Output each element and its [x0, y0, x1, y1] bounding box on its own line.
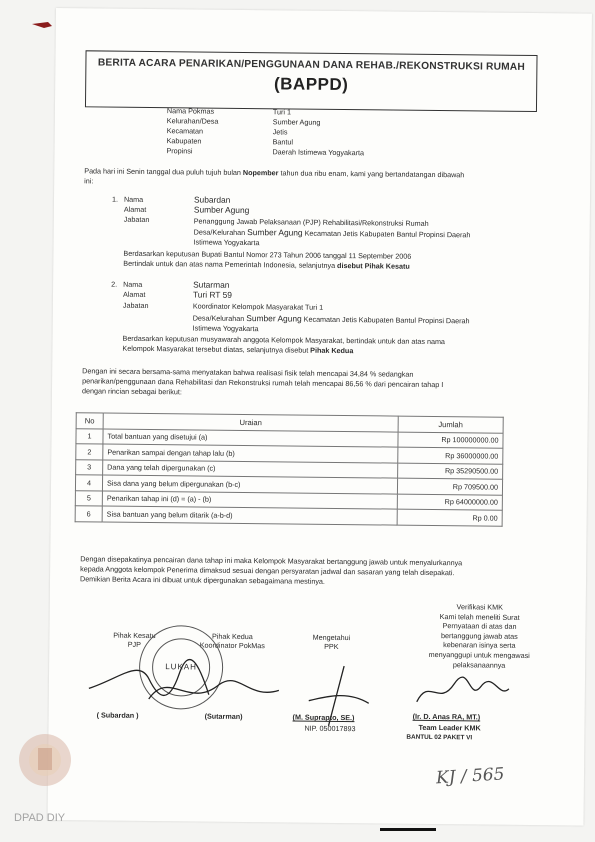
value-kecamatan: Jetis	[272, 127, 288, 137]
party2-jabatan-1: Koordinator Kelompok Masyarakat Turi 1	[192, 301, 324, 312]
verification-line: kebenaran isinya serta	[443, 640, 516, 651]
sig-name-kmk: (Ir. D. Anas RA, MT.)	[412, 711, 481, 722]
col-uraian: Uraian	[103, 413, 398, 432]
statement-paragraph	[82, 366, 560, 400]
handwritten-note: KJ / 565	[435, 764, 506, 789]
document-subtitle: (BAPPD)	[273, 74, 349, 95]
label-kelurahan: Kelurahan/Desa	[166, 116, 219, 126]
document-title: BERITA ACARA PENARIKAN/PENGGUNAAN DANA REHAB./REKONSTRUKSI RUMAH	[97, 57, 526, 73]
sig-pihak-kesatu-role: PJP	[127, 639, 141, 649]
table-row: 5 Penarikan tahap ini (d) = (a) - (b) Rp 64000000.00	[75, 490, 502, 510]
label-nama-pokmas: Nama Pokmas	[166, 106, 215, 116]
signature-kmk	[409, 672, 519, 713]
sig-pihak-kesatu-label: Pihak Kesatu	[113, 630, 156, 641]
statement-line-3: dengan rincian sebagai berikut:	[81, 385, 182, 396]
table-row: 4 Sisa dana yang belum dipergunakan (b-c) Rp 709500.00	[75, 475, 502, 495]
closing-paragraph	[80, 554, 560, 590]
party1-label-nama: Nama	[123, 194, 144, 204]
closing-line-2: kepada Anggota kelompok Penerima dimaksud sesuai dengan persyaratan jadwal dan sasaran yang telah disepakati.	[80, 564, 455, 578]
party1-jabatan-1: Penanggung Jawab Pelaksanaan (PJP) Rehabilitasi/Rekonstruksi Rumah	[193, 216, 429, 228]
statement-line-1: Dengan ini secara bersama-sama menyatakan bahwa realisasi fisik telah mencapai 34,84 % sedangkan	[82, 366, 414, 379]
sig-pihak-kedua-label: Pihak Kedua	[211, 631, 253, 642]
sig-pihak-kedua-role: Koordinator PokMas	[199, 640, 265, 651]
party1-number: 1.	[111, 194, 119, 204]
party2-nama: Sutarman	[193, 279, 230, 290]
verification-line: pelaksanaannya	[452, 659, 506, 670]
sig-mengetahui-header	[301, 633, 361, 652]
party2-jabatan-2: Desa/Kelurahan Sumber Agung Kecamatan Jetis Kabupaten Bantul Propinsi Daerah	[192, 313, 470, 326]
intro-text-c: ini:	[84, 176, 94, 186]
party1-jabatan-2: Desa/Kelurahan Sumber Agung Kecamatan Jetis Kabupaten Bantul Propinsi Daerah	[193, 227, 471, 240]
dpad-emblem	[14, 726, 76, 798]
value-propinsi: Daerah Istimewa Yogyakarta	[272, 147, 365, 158]
intro-paragraph	[84, 166, 554, 191]
value-kabupaten: Bantul	[272, 137, 294, 147]
sig-mengetahui-label: Mengetahui	[312, 632, 351, 643]
sig-kmk-sub: BANTUL 02 PAKET VI	[406, 733, 473, 742]
party1-jabatan-3: Istimewa Yogyakarta	[193, 237, 260, 248]
footer-watermark: DPAD DIY	[14, 812, 66, 824]
stamp-text: LUKAH	[165, 662, 197, 672]
verification-line: Kami telah meneliti Surat	[439, 611, 520, 622]
sig-mengetahui-role: PPK	[324, 641, 339, 651]
closing-line-1: Dengan disepakatinya pencairan dana tahap ini maka Kelompok Masyarakat bertanggung jawab untuk menyalurkannya	[80, 554, 463, 568]
label-kabupaten: Kabupaten	[166, 136, 202, 146]
party1-label-alamat: Alamat	[123, 204, 147, 214]
party2-label-nama: Nama	[123, 279, 143, 289]
party2-basis-2: Kelompok Masyarakat tersebut diatas, selanjutnya disebut Pihak Kedua	[122, 343, 354, 356]
intro-month: Nopember	[242, 167, 279, 178]
col-no: No	[76, 413, 103, 429]
table-row: 3 Dana yang telah dipergunakan (c) Rp 35290500.00	[76, 459, 503, 479]
rincian-table	[75, 412, 504, 526]
title-box	[85, 50, 538, 112]
sig-name-kedua: (Sutarman)	[204, 711, 243, 721]
sig-nip-ppk: NIP. 050017893	[304, 723, 356, 734]
party1-basis-1: Berdasarkan keputusan Bupati Bantul Nomor 273 Tahun 2006 tanggal 11 September 2006	[123, 248, 412, 261]
document-page	[47, 8, 591, 826]
party2-label-jabatan: Jabatan	[122, 300, 149, 310]
table-row: 1 Total bantuan yang disetujui (a) Rp 100000000.00	[76, 428, 503, 448]
party2-number: 2.	[111, 279, 118, 289]
verification-line: bertanggung jawab atas	[441, 630, 518, 641]
table-row: 6 Sisa bantuan yang belum ditarik (a-b-d) Rp 0.00	[75, 506, 502, 526]
label-propinsi: Propinsi	[166, 146, 193, 156]
sig-kmk-title: Team Leader KMK	[418, 722, 481, 733]
table-row: 2 Penarikan sampai dengan tahap lalu (b) Rp 36000000.00	[76, 444, 503, 464]
party1-alamat: Sumber Agung	[193, 204, 250, 216]
verification-block	[419, 602, 540, 670]
statement-line-2: penarikan/penggunaan dana Rehabilitasi dan Rekonstruksi rumah telah mencapai 86,56 % dari pencairan tahap I	[82, 376, 444, 389]
intro-text-b: tahun dua ribu enam, kami yang bertandatangan dibawah	[278, 168, 465, 180]
party2-alamat: Turi RT 59	[192, 289, 233, 300]
col-jumlah: Jumlah	[398, 416, 503, 433]
label-kecamatan: Kecamatan	[166, 126, 204, 136]
verification-title: Verifikasi KMK	[456, 602, 503, 612]
value-nama-pokmas: Turi 1	[272, 107, 292, 117]
closing-line-3: Demikian Berita Acara ini dibuat untuk dipergunakan sebagaimana mestinya.	[79, 574, 325, 587]
sig-name-ppk: (M. Suprapto, SE.)	[292, 712, 355, 723]
sig-name-kesatu: ( Subardan )	[96, 710, 139, 720]
verification-line: Pernyataan di atas dan	[442, 621, 517, 632]
party2-jabatan-3: Istimewa Yogyakarta	[192, 323, 259, 334]
party1-basis-2: Bertindak untuk dan atas nama Pemerintah Indonesia, selanjutnya disebut Pihak Kesatu	[123, 258, 410, 271]
value-kelurahan: Sumber Agung	[272, 117, 321, 127]
intro-text-a: Pada hari ini Senin tanggal dua puluh tujuh bulan	[84, 166, 243, 177]
party1-label-jabatan: Jabatan	[123, 214, 150, 224]
party1-nama: Subardan	[193, 194, 231, 205]
bottom-bar	[380, 828, 436, 831]
party2-label-alamat: Alamat	[122, 289, 146, 299]
verification-line: menyanggupi untuk mengawasi	[428, 649, 530, 660]
party2-basis-1: Berdasarkan keputusan musyawarah anggota Kelompok Masyarakat, bertindak untuk dan atas nama	[122, 333, 446, 347]
